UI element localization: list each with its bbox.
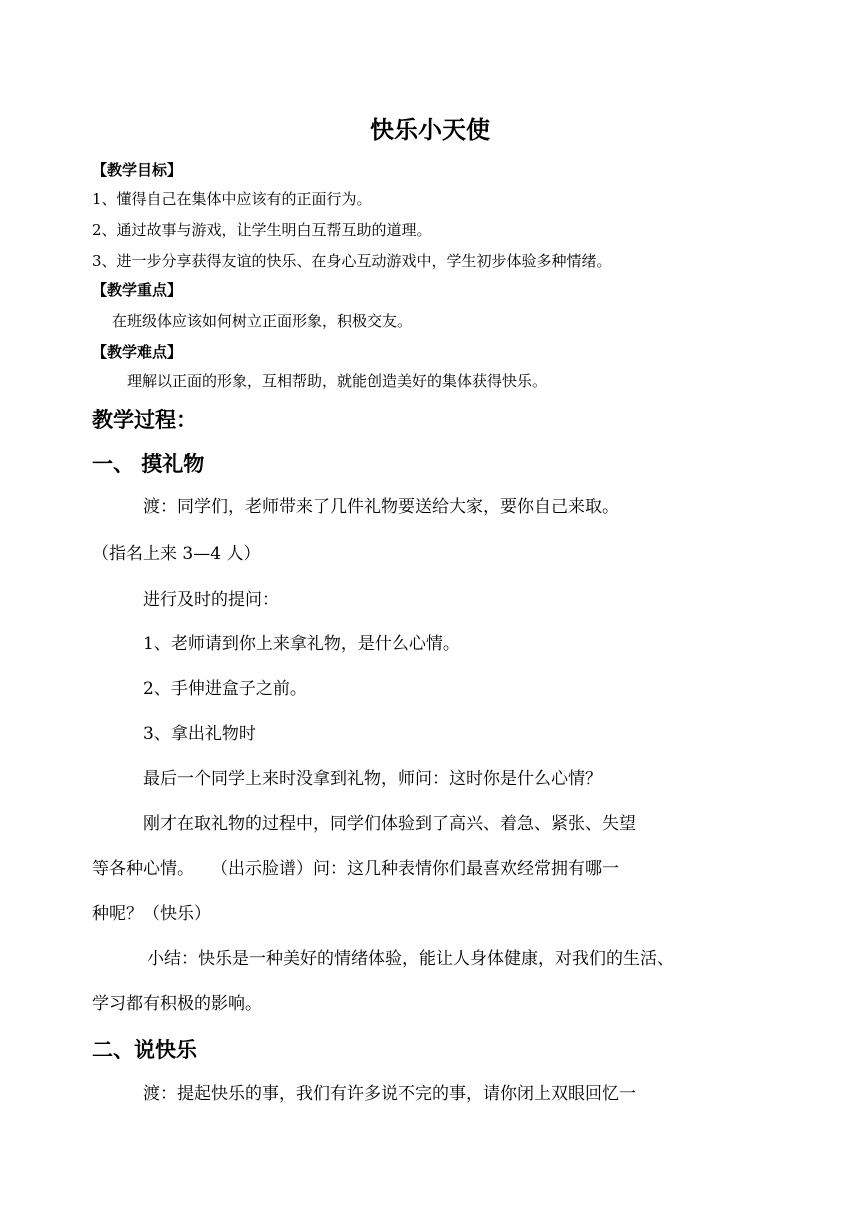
key-points-text: 在班级体应该如何树立正面形象，积极交友。 [112, 312, 413, 330]
paragraph-line: 渡：提起快乐的事，我们有许多说不完的事，请你闭上双眼回忆一 [143, 1084, 636, 1104]
paragraph-line: 刚才在取礼物的过程中，同学们体验到了高兴、着急、紧张、失望 [143, 814, 636, 834]
paragraph-line: 最后一个同学上来时没拿到礼物，师问：这时你是什么心情？ [143, 769, 602, 789]
difficulties-text: 理解以正面的形象，互相帮助，就能创造美好的集体获得快乐。 [127, 372, 548, 390]
objective-item: 1、懂得自己在集体中应该有的正面行为。 [92, 190, 372, 208]
process-heading: 教学过程： [92, 407, 197, 432]
paragraph-line: （指名上来 3—4 人） [92, 544, 261, 564]
objective-item: 2、通过故事与游戏，让学生明白互帮互助的道理。 [92, 221, 432, 239]
paragraph-line: 3、拿出礼物时 [143, 724, 256, 744]
paragraph-line: 等各种心情。 （出示脸谱）问：这几种表情你们最喜欢经常拥有哪一 [92, 859, 619, 879]
section-heading: 二、说快乐 [92, 1037, 197, 1062]
difficulties-heading: 【教学难点】 [92, 343, 183, 361]
paragraph-line: 进行及时的提问： [143, 590, 279, 610]
paragraph-line: 小结：快乐是一种美好的情绪体验，能让人身体健康，对我们的生活、 [147, 949, 674, 969]
paragraph-line: 种呢？（快乐） [92, 904, 211, 924]
objectives-heading: 【教学目标】 [92, 161, 183, 179]
paragraph-line: 学习都有积极的影响。 [92, 994, 262, 1014]
paragraph-line: 渡：同学们，老师带来了几件礼物要送给大家，要你自己来取。 [143, 497, 619, 517]
paragraph-line: 2、手伸进盒子之前。 [143, 679, 307, 699]
page-title: 快乐小天使 [370, 115, 490, 144]
key-points-heading: 【教学重点】 [92, 281, 183, 299]
objective-item: 3、进一步分享获得友谊的快乐、在身心互动游戏中，学生初步体验多种情绪。 [92, 252, 612, 270]
paragraph-line: 1、老师请到你上来拿礼物，是什么心情。 [143, 634, 460, 654]
section-heading: 一、 摸礼物 [92, 451, 205, 476]
